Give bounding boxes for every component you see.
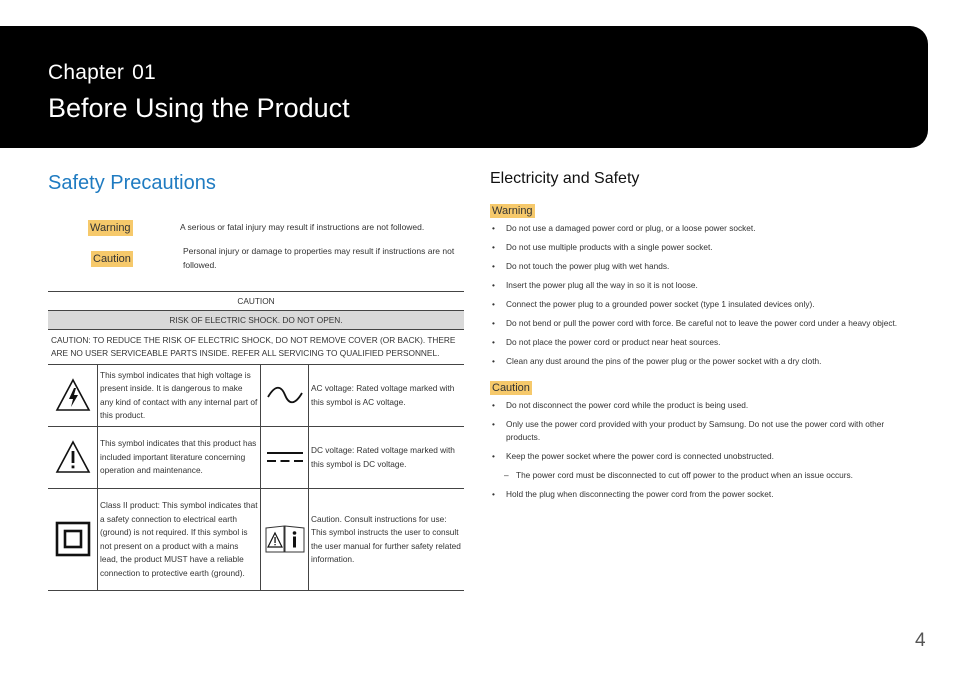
exclamation-warning-icon <box>48 427 98 489</box>
consult-manual-desc: Caution. Consult instructions for use: This symbol instructs the user to consult the user manual for further safety related information. <box>309 489 465 591</box>
consult-manual-icon <box>261 489 309 591</box>
high-voltage-desc: This symbol indicates that high voltage is present inside. It is dangerous to make any kind of contact with any internal part of this product. <box>98 365 261 427</box>
list-item: • Do not touch the power plug with wet hands. <box>490 260 910 274</box>
caution-notice: CAUTION: TO REDUCE THE RISK OF ELECTRIC SHOCK, DO NOT REMOVE COVER (OR BACK). THERE ARE NO USER SERVICEABLE PARTS INSIDE. REFER ALL SERVICING TO QUALIFIED PERSONNEL. <box>48 330 464 365</box>
list-item: • Do not disconnect the power cord while the product is being used. <box>490 399 910 413</box>
list-item: • Only use the power cord provided with your product by Samsung. Do not use the power cord with other products. <box>490 418 910 445</box>
section-title: Safety Precautions <box>48 172 216 194</box>
page-title: Before Using the Product <box>48 93 350 123</box>
risk-row: RISK OF ELECTRIC SHOCK. DO NOT OPEN. <box>48 311 464 330</box>
list-item: • Do not use a damaged power cord or plug, or a loose power socket. <box>490 222 910 236</box>
caution-table <box>48 291 464 591</box>
list-item: • Insert the power plug all the way in so it is not loose. <box>490 279 910 293</box>
caution-heading: CAUTION <box>48 292 464 311</box>
chapter-label <box>48 61 156 85</box>
electricity-caution-tag: Caution <box>492 381 530 394</box>
chapter-number: 01 <box>132 61 156 84</box>
caution-list <box>490 399 910 502</box>
ac-voltage-icon <box>261 365 309 427</box>
electricity-safety-section <box>490 170 910 510</box>
class-ii-icon <box>48 489 98 591</box>
list-sub-item: – The power cord must be disconnected to cut off power to the product when an issue occurs. <box>490 469 910 483</box>
class-ii-desc: Class II product: This symbol indicates that a safety connection to electrical earth (ground) is not required. If this symbol is not present on a product with a mains lead, the product MUST have a reliable connection to protective earth (ground). <box>98 489 261 591</box>
warning-tag: Warning <box>90 222 131 234</box>
legend-caution-text: Personal injury or damage to properties may result if instructions are not followed. <box>183 246 455 270</box>
ac-voltage-desc: AC voltage: Rated voltage marked with this symbol is AC voltage. <box>309 365 465 427</box>
list-item: • Do not use multiple products with a single power socket. <box>490 241 910 255</box>
warning-list <box>490 222 910 369</box>
list-item: • Connect the power plug to a grounded power socket (type 1 insulated devices only). <box>490 298 910 312</box>
chapter-word: Chapter <box>48 61 125 84</box>
list-item: • Do not bend or pull the power cord with force. Be careful not to leave the power cord under a heavy object. <box>490 317 910 331</box>
literature-desc: This symbol indicates that this product has included important literature concerning operation and maintenance. <box>98 427 261 489</box>
hazard-legend <box>88 220 464 280</box>
list-item: • Do not place the power cord or product near heat sources. <box>490 336 910 350</box>
legend-row-warning <box>88 220 464 236</box>
list-item: • Hold the plug when disconnecting the power cord from the power socket. <box>490 488 910 502</box>
dc-voltage-desc: DC voltage: Rated voltage marked with this symbol is DC voltage. <box>309 427 465 489</box>
high-voltage-icon <box>48 365 98 427</box>
electricity-warning-tag: Warning <box>492 205 533 217</box>
caution-tag: Caution <box>93 253 131 265</box>
list-item: • Keep the power socket where the power cord is connected unobstructed. <box>490 450 910 464</box>
list-item: • Clean any dust around the pins of the power plug or the power socket with a dry cloth. <box>490 355 910 369</box>
dc-voltage-icon <box>261 427 309 489</box>
legend-warning-text: A serious or fatal injury may result if instructions are not followed. <box>180 222 425 232</box>
electricity-title: Electricity and Safety <box>490 170 640 187</box>
legend-row-caution <box>88 244 464 272</box>
page-number: 4 <box>915 630 926 651</box>
chapter-header <box>0 26 928 148</box>
